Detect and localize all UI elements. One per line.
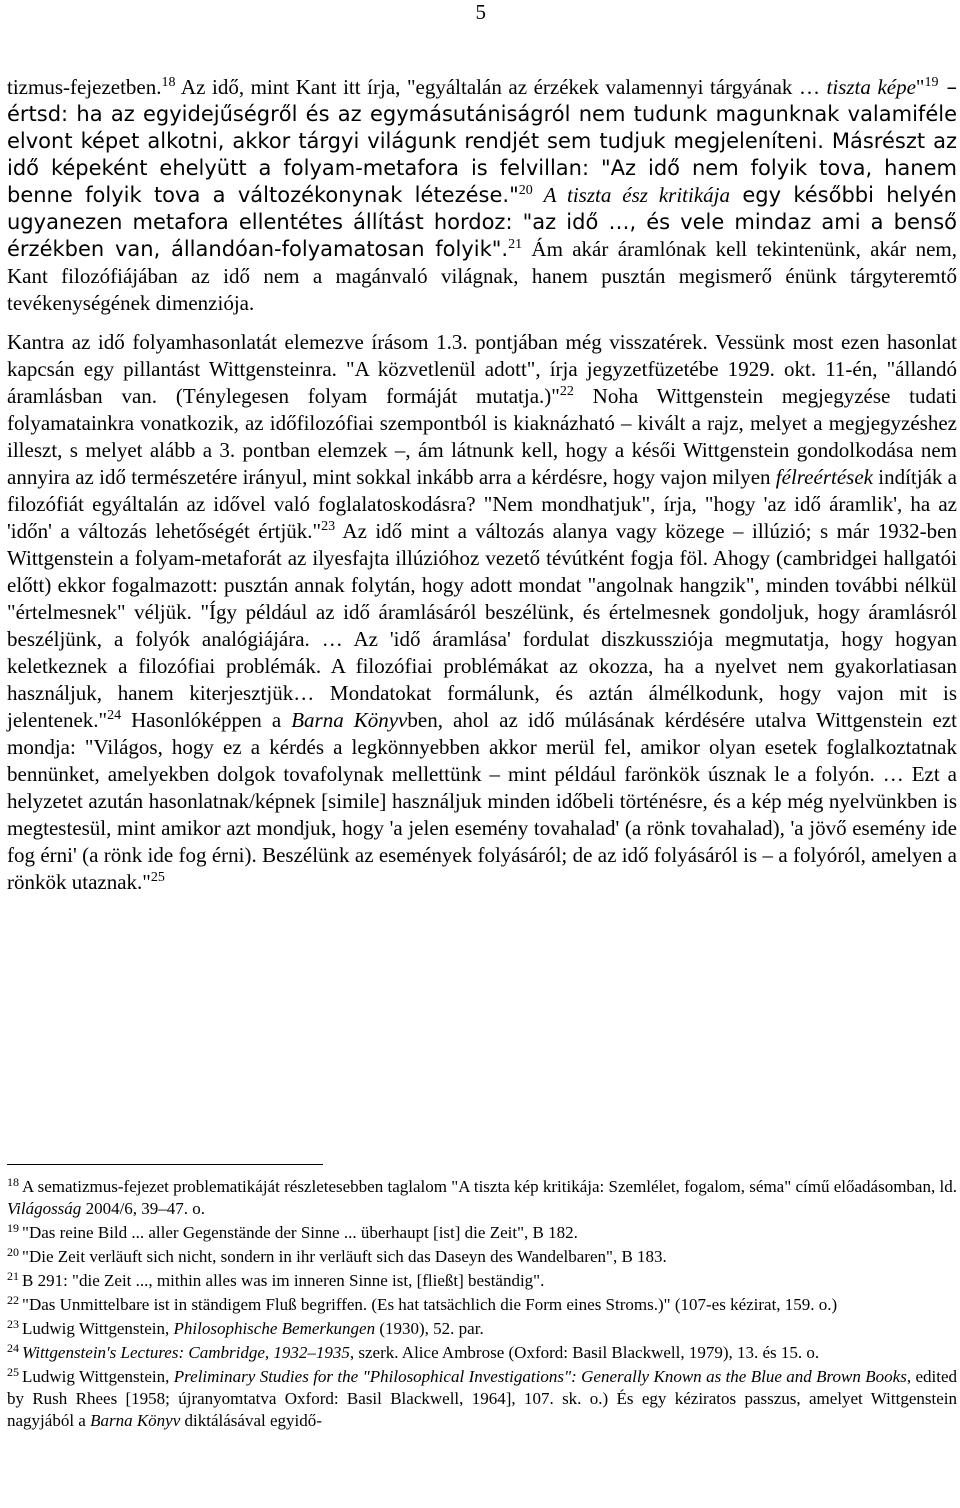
italic-text: Philosophische Bemerkungen — [173, 1319, 376, 1338]
footnote-number: 23 — [7, 1317, 19, 1331]
footnote-22 — [7, 1294, 957, 1316]
text-run: Hasonlóképpen a — [121, 708, 292, 732]
italic-text: Wittgenstein's Lectures: Cambridge, 1932–1935 — [22, 1343, 350, 1362]
footnote-ref: 20 — [518, 183, 533, 198]
text-run: "Die Zeit verläuft sich nicht, sondern in ihr verläuft sich das Daseyn des Wandelbaren", B 183. — [22, 1247, 667, 1266]
footnote-ref: 21 — [508, 237, 523, 252]
text-run: indítják a filozófiát egyáltalán az idővel való foglalatoskodásra? "Nem mondhatjuk", írja, "hogy 'az idő áramlik', ha az 'időn' a változás lehetőségét értjük." — [7, 465, 957, 543]
footnote-number: 21 — [7, 1269, 19, 1283]
footnote-24 — [7, 1342, 957, 1364]
footnote-number: 18 — [7, 1175, 19, 1189]
italic-text: Barna Könyv — [291, 708, 408, 732]
footnote-18 — [7, 1176, 957, 1220]
footnote-19 — [7, 1222, 957, 1244]
text-run: – értsd: ha az egyidejűségről és az egymásutániságról nem tudunk magunknak valamiféle elvont képet alkotni, akkor tárgyi világunk rendjét sem tudjuk megjeleníteni. Másrészt az idő képeként ehelyütt a folyam-metafora is felvillan: "Az idő nem folyik tova, hanem benne folyik tova a változékonynak létezése." — [7, 75, 957, 207]
italic-text: tiszta képe — [826, 75, 916, 99]
footnote-ref: 19 — [924, 75, 939, 90]
footnote-ref: 18 — [161, 75, 176, 90]
footnote-number: 22 — [7, 1293, 19, 1307]
footnotes — [7, 1176, 957, 1434]
text-run: " — [915, 75, 925, 99]
footnote-number: 25 — [7, 1365, 19, 1379]
text-run: egy későbbi helyén ugyanezen metafora ellentétes állítást hordoz: "az idő …, és vele mindaz ami a benső érzékben van, állandóan-folyamatosan folyik". — [7, 183, 957, 261]
paragraph-wittgenstein-folyam — [7, 329, 957, 896]
italic-text: Preliminary Studies for the "Philosophical Investigations": Generally Known as the Blue and Brown Books — [173, 1367, 907, 1386]
footnote-ref: 25 — [150, 870, 165, 885]
footnote-number: 20 — [7, 1245, 19, 1259]
text-run: 2004/6, 39–47. o. — [81, 1199, 206, 1218]
text-run: Noha Wittgenstein megjegyzése tudati folyamatainkra vonatkozik, az időfilozófiai szempontból is kiaknázható – kivált a rajz, melyet a megjegyzéshez illeszt, s melyet alább a 3. pontban elemzek –, ám látnunk kell, hogy a késői Wittgenstein gondolkodása nem annyira az idő természetére irányul, mint sokkal inkább arra a kérdésre, hogy vajon milyen — [7, 384, 957, 489]
main-text — [7, 74, 957, 896]
italic-text: Világosság — [7, 1199, 82, 1218]
text-run: tizmus-fejezetben. — [7, 75, 162, 99]
italic-text: A tiszta ész kritikája — [543, 183, 730, 207]
text-run: Kantra az idő folyamhasonlatát elemezve írásom 1.3. pontjában még visszatérek. Vessünk most ezen hasonlat kapcsán egy pillantást Wittgensteinra. "A közvetlenül adott", írja jegyzetfüzetébe 1929. okt. 11-én, "állandó áramlásban van. (Ténylegesen folyam formáját mutatja.)" — [7, 330, 957, 408]
text-run: Az idő mint a változás alanya vagy közege – illúzió; s már 1932-ben Wittgenstein a folyam-metaforát az ilyesfajta illúzióhoz vezető tévútként fogja föl. Ahogy (cambridgei hallgatói előtt) ekkor fogalmazott: pusztán annak folytán, hogy adott mondat "angolnak hangzik", minden további nélkül "értelmesnek" véljük. "Így például az idő áramlásáról beszélünk, és értelmesnek gondoljuk, hogy áramlásról beszéljünk, a folyók analógiájára. … Az 'idő áramlása' fordulat diszkussziója megmutatja, hogy hogyan keletkeznek a filozófiai problémák. A filozófiai problémákat az okozza, ha a nyelvet nem gyakorlatiasan használjuk, hanem kiterjesztjük… Mondatokat formálunk, és aztán álmélkodunk, hogy vajon mit is jelentenek." — [7, 519, 957, 732]
text-run: A sematizmus-fejezet problematikáját részletesebben taglalom "A tiszta kép kritikája: Szemlélet, fogalom, séma" című előadásomban, ld. — [22, 1177, 957, 1196]
text-run: (1930), 52. par. — [375, 1319, 484, 1338]
page-number: 5 — [475, 0, 486, 24]
footnote-number: 24 — [7, 1341, 19, 1355]
italic-text: Barna Könyv — [90, 1411, 181, 1430]
text-run: Ám akár áramlónak kell tekintenünk, akár nem, Kant filozófiájában az idő nem a magánvaló világnak, hanem pusztán megismerő énünk tárgyteremtő tevékenységének dimenziója. — [7, 237, 958, 315]
footnote-ref: 24 — [107, 708, 122, 723]
footnote-ref: 23 — [321, 519, 336, 534]
text-run: Ludwig Wittgenstein, — [22, 1319, 174, 1338]
text-run — [533, 183, 544, 207]
footnote-25 — [7, 1366, 957, 1432]
footnote-21 — [7, 1270, 957, 1292]
footnote-number: 19 — [7, 1221, 19, 1235]
text-run: Ludwig Wittgenstein, — [22, 1367, 174, 1386]
footnote-ref: 22 — [559, 384, 574, 399]
text-run: "Das reine Bild ... aller Gegenstände der Sinne ... überhaupt [ist] die Zeit", B 182. — [22, 1223, 578, 1242]
text-run: ben, ahol az idő múlásának kérdésére utalva Wittgenstein ezt mondja: "Világos, hogy ez a kérdés a legkönnyebben akkor merül fel, amikor olyan esetek foglalkoztatnak bennünket, amelyekben dolgok tovafolynak mellettünk – mint például farönkök úsznak le a folyón. … Ezt a helyzetet azután hasonlatnak/képnek [simile] használjuk minden időbeli történésre, és a kép még nyelvünkben is megtestesül, mint amikor azt mondjuk, hogy 'a jelen esemény tovahalad' (a rönk tovahalad), 'a jövő esemény ide fog érni' (a rönk ide fog érni). Beszélünk az események folyásáról; de az idő folyásáról is – a folyóról, amelyen a rönkök utaznak." — [7, 708, 957, 894]
italic-text: félreértések — [775, 465, 873, 489]
footnote-20 — [7, 1246, 957, 1268]
text-run: , szerk. Alice Ambrose (Oxford: Basil Blackwell, 1979), 13. és 15. o. — [349, 1343, 820, 1362]
footnote-separator — [7, 1164, 323, 1165]
text-run: "Das Unmittelbare ist in ständigem Fluß begriffen. (Es hat tatsächlich die Form eines Stroms.)" (107-es kézirat, 159. o.) — [22, 1295, 838, 1314]
text-run: , edited by Rush Rhees [1958; újranyomtatva Oxford: Basil Blackwell, 1964], 107. sk. o.) És egy kéziratos passzus, amelyet Wittgenstein nagyjából a — [7, 1367, 957, 1430]
text-run: B 291: "die Zeit ..., mithin alles was im inneren Sinne ist, [fließt] beständig". — [22, 1271, 545, 1290]
text-run: Az idő, mint Kant itt írja, "egyáltalán az érzékek valamennyi tárgyának … — [175, 75, 827, 99]
footnote-23 — [7, 1318, 957, 1340]
text-run: diktálásával egyidő- — [180, 1411, 322, 1430]
paragraph-kant-idokep — [7, 74, 957, 317]
